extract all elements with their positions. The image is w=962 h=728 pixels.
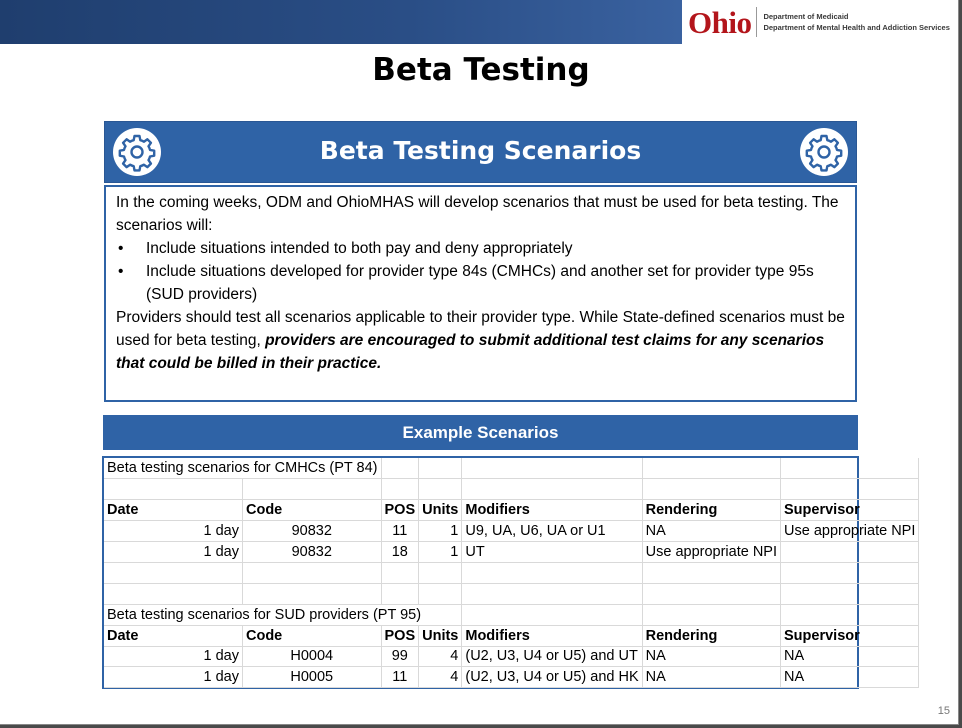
table-cell: NA: [642, 667, 780, 688]
table-cell: 1: [419, 521, 462, 542]
table-cell: 99: [381, 646, 419, 667]
column-header: POS: [381, 625, 419, 646]
column-header: Supervisor: [781, 500, 919, 521]
table-cell: 90832: [243, 542, 382, 563]
table-cell: (U2, U3, U4 or U5) and UT: [462, 646, 642, 667]
logo-department-names: [763, 11, 949, 33]
table-header-row: [104, 625, 919, 646]
table-row: [104, 583, 919, 604]
table-cell: [781, 542, 919, 563]
logo-line-medicaid: Department of Medicaid: [763, 12, 849, 21]
table-cell: 1 day: [104, 521, 243, 542]
column-header: Modifiers: [462, 500, 642, 521]
table-header-row: [104, 500, 919, 521]
table-cell: NA: [642, 521, 780, 542]
table-cell: 18: [381, 542, 419, 563]
scenarios-panel-body: [104, 185, 857, 402]
table-cell: 1 day: [104, 542, 243, 563]
column-header: Code: [243, 500, 382, 521]
table-cell: Use appropriate NPI: [642, 542, 780, 563]
table-row: [104, 458, 919, 479]
table-cell: NA: [642, 646, 780, 667]
scenarios-intro: In the coming weeks, ODM and OhioMHAS will develop scenarios that must be used for beta testing. The scenarios will:: [116, 194, 839, 234]
table-cell: 11: [381, 521, 419, 542]
header-bar: [0, 0, 682, 44]
table-row: [104, 542, 919, 563]
scenarios-closing: [116, 306, 845, 375]
table-cell: NA: [781, 646, 919, 667]
table-cell: H0004: [243, 646, 382, 667]
table-row: [104, 646, 919, 667]
table-cell: 4: [419, 667, 462, 688]
column-header: Rendering: [642, 625, 780, 646]
table-cell: 11: [381, 667, 419, 688]
table-cell: 1 day: [104, 646, 243, 667]
table-cell: Use appropriate NPI: [781, 521, 919, 542]
column-header: Units: [419, 500, 462, 521]
scenarios-panel-title: Beta Testing Scenarios: [319, 136, 642, 165]
column-header: Modifiers: [462, 625, 642, 646]
table-row: [104, 667, 919, 688]
table-cell: 90832: [243, 521, 382, 542]
closing-emphasis: providers are encouraged to submit additional test claims for any scenarios that could be billed in their practice.: [116, 332, 825, 372]
logo-divider: [756, 7, 757, 37]
logo-line-mhas: Department of Mental Health and Addiction Services: [763, 23, 950, 32]
sud-caption: Beta testing scenarios for SUD providers (PT 95): [104, 604, 462, 625]
page-title: Beta Testing: [372, 52, 590, 88]
table-row: [104, 604, 919, 625]
column-header: Code: [243, 625, 382, 646]
table-cell: (U2, U3, U4 or U5) and HK: [462, 667, 642, 688]
closing-text: Providers should test all scenarios applicable to their provider type. While State-defined scenarios must be used for beta testing,: [116, 309, 845, 349]
table-cell: 1 day: [104, 667, 243, 688]
column-header: Date: [104, 500, 243, 521]
table-cell: 4: [419, 646, 462, 667]
column-header: Units: [419, 625, 462, 646]
scenario-bullet: • Include situations intended to both pay and deny appropriately: [116, 237, 845, 260]
table-row: [104, 521, 919, 542]
table-cell: 1: [419, 542, 462, 563]
column-header: POS: [381, 500, 419, 521]
example-scenarios-header: [103, 415, 858, 450]
column-header: Rendering: [642, 500, 780, 521]
example-scenarios-title: Example Scenarios: [402, 423, 559, 442]
column-header: Supervisor: [781, 625, 919, 646]
logo-wordmark: Ohio: [688, 4, 752, 40]
scenarios-grid: [104, 458, 919, 688]
table-cell: H0005: [243, 667, 382, 688]
gear-icon: [800, 128, 848, 176]
page-number: 15: [937, 705, 950, 717]
cmhc-caption: Beta testing scenarios for CMHCs (PT 84): [104, 458, 381, 479]
table-row: [104, 562, 919, 583]
scenario-bullet: • Include situations developed for provider type 84s (CMHCs) and another set for provider type 95s (SUD providers): [116, 260, 845, 306]
table-cell: NA: [781, 667, 919, 688]
table-cell: UT: [462, 542, 642, 563]
scenarios-panel-header: [104, 121, 857, 183]
ohio-logo: [688, 4, 950, 40]
table-row: [104, 479, 919, 500]
example-scenarios-table: [102, 456, 916, 689]
column-header: Date: [104, 625, 243, 646]
table-cell: U9, UA, U6, UA or U1: [462, 521, 642, 542]
